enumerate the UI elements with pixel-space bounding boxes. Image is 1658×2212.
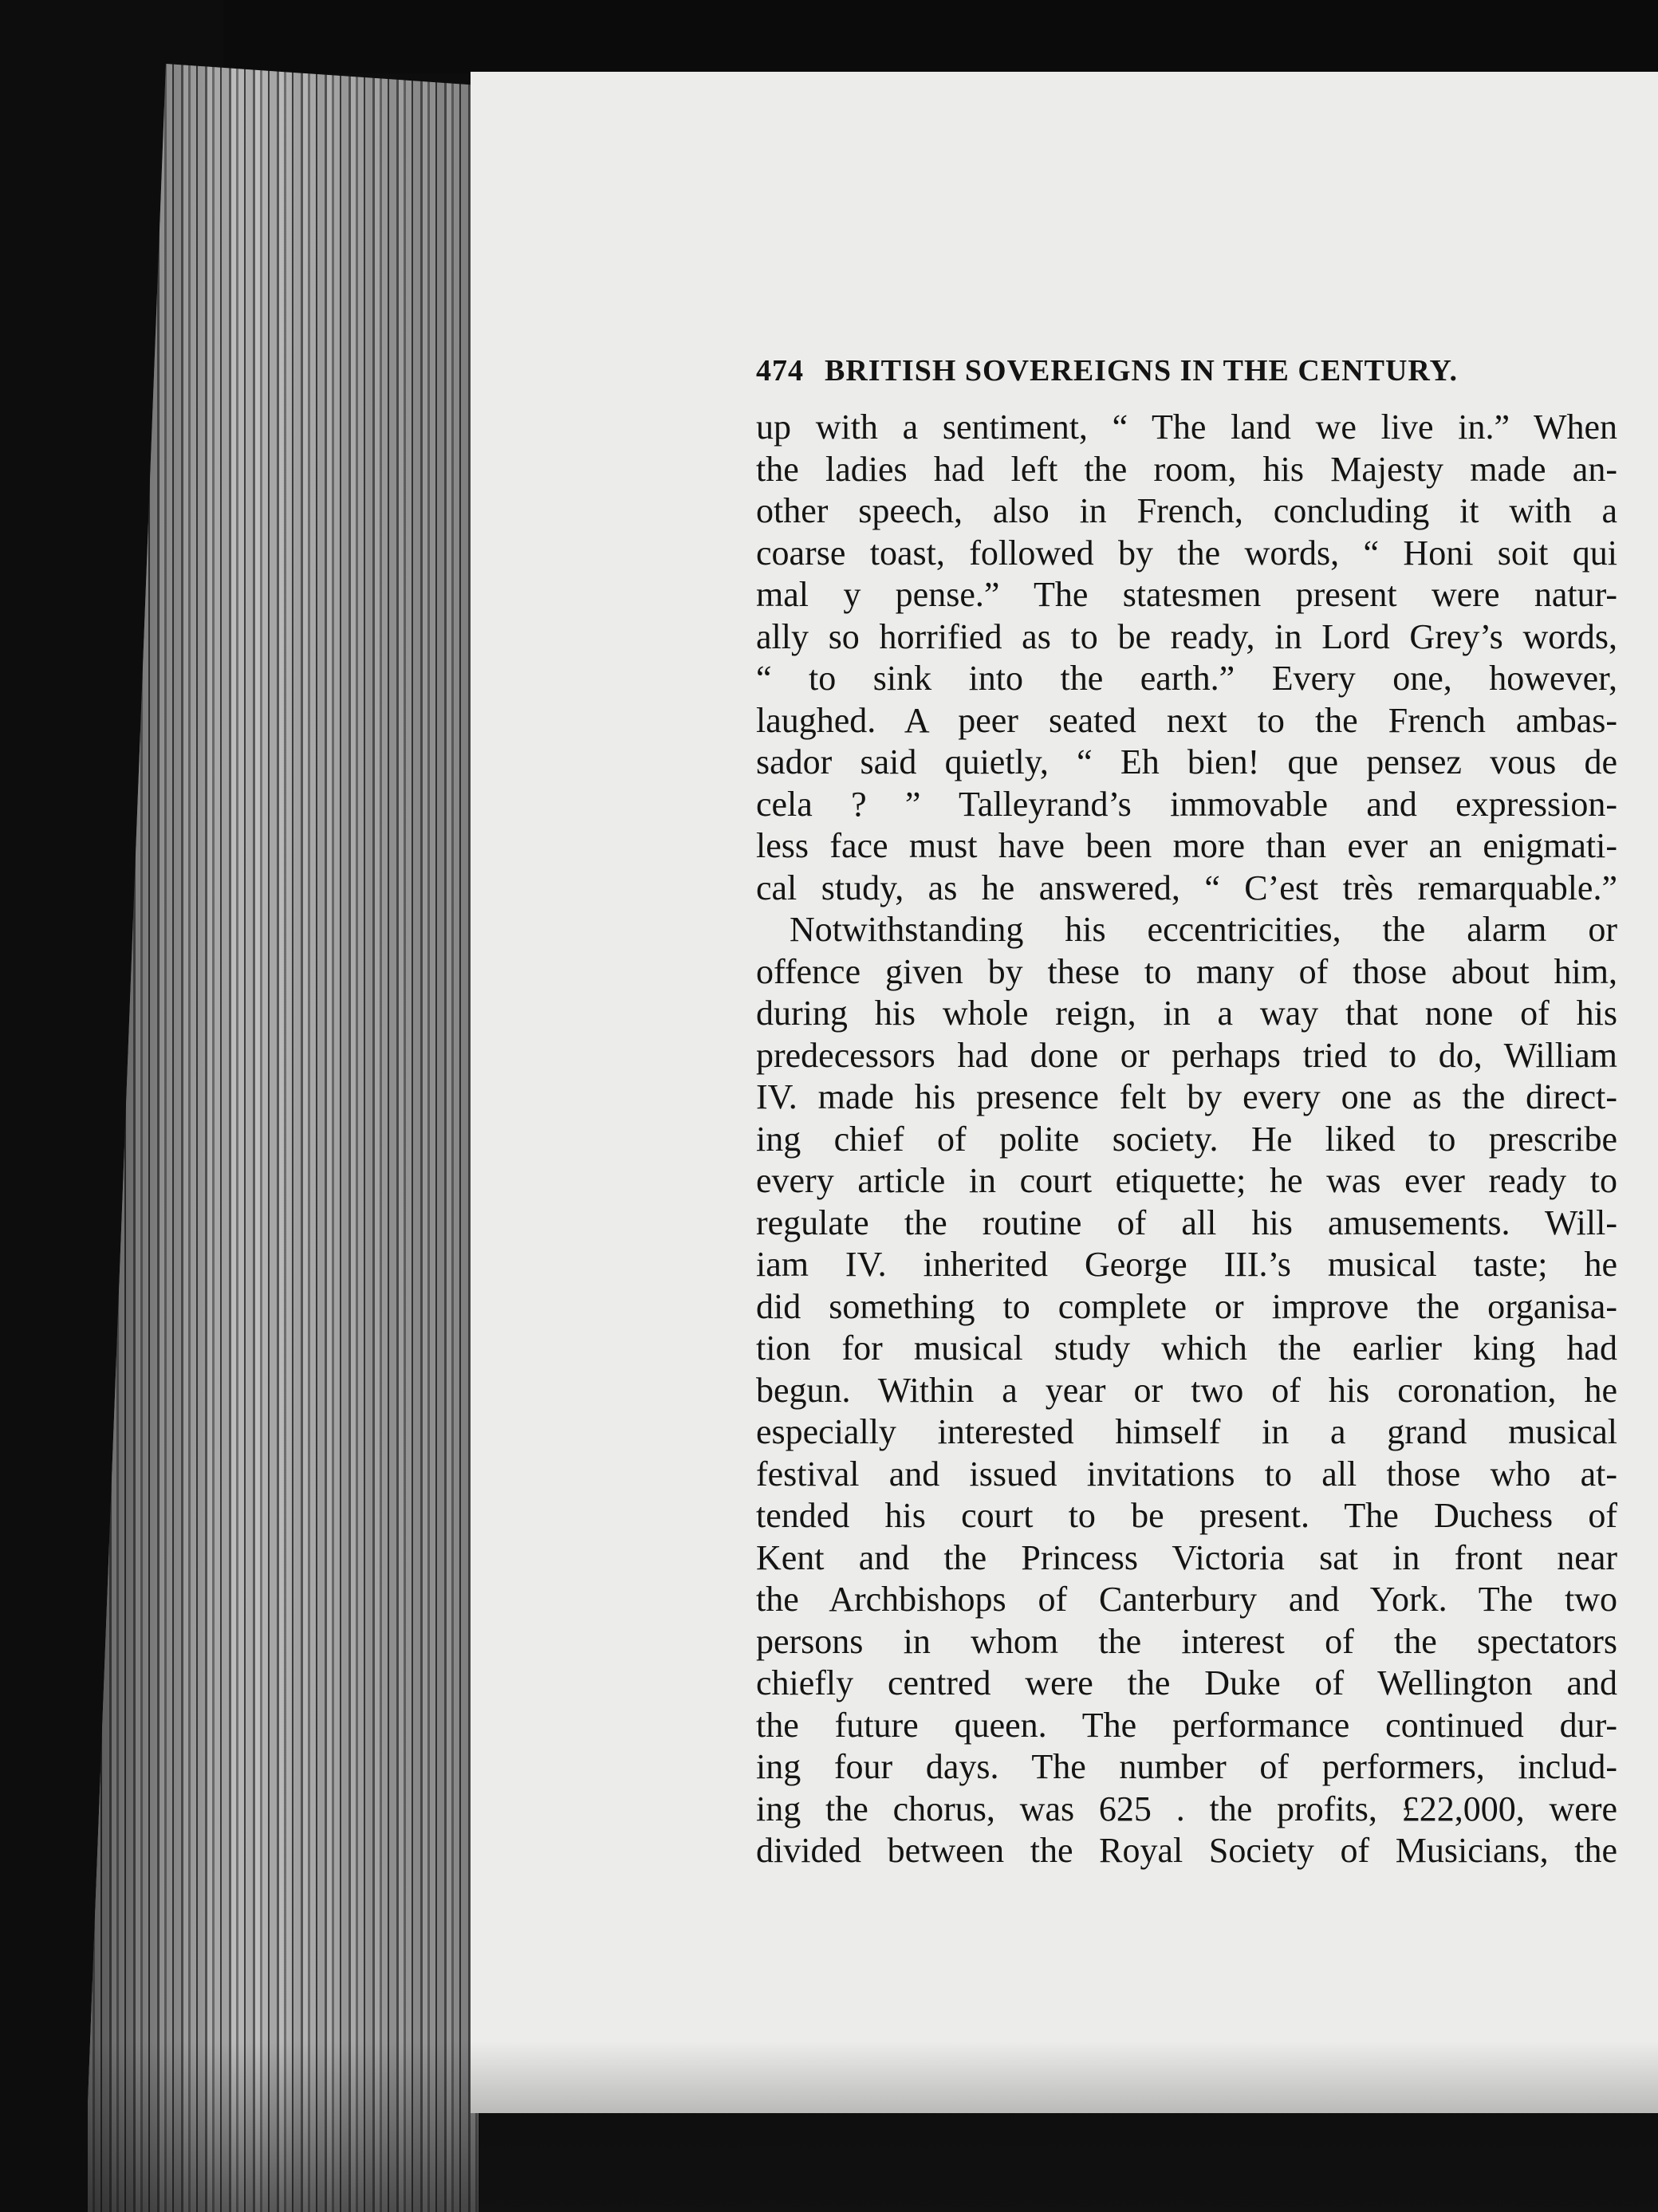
text-line: divided between the Royal Society of Musicians, the: [756, 1831, 1617, 1870]
text-line: iam IV. inherited George III.’s musical taste; he: [756, 1245, 1617, 1284]
text-line: the ladies had left the room, his Majesty made an-: [756, 449, 1617, 489]
text-line: every article in court etiquette; he was ever ready to: [756, 1161, 1617, 1200]
page-text: [756, 351, 1617, 1872]
text-line: laughed. A peer seated next to the French ambas-: [756, 700, 1617, 740]
text-line: regulate the routine of all his amusements. Will-: [756, 1202, 1617, 1242]
text-line: offence given by these to many of those about him,: [756, 951, 1617, 991]
running-head-title: BRITISH SOVEREIGNS IN THE CENTURY.: [825, 354, 1458, 388]
text-line: ing the chorus, was 625 . the profits, £22,000, were: [756, 1789, 1617, 1828]
text-line: during his whole reign, in a way that none of his: [756, 994, 1617, 1033]
text-line: sador said quietly, “ Eh bien! que pensez vous de: [756, 742, 1617, 781]
text-line: cela ? ” Talleyrand’s immovable and expression-: [756, 784, 1617, 824]
text-line: mal y pense.” The statesmen present were natur-: [756, 575, 1617, 614]
text-line: other speech, also in French, concluding it with a: [756, 491, 1617, 530]
text-line: ing four days. The number of performers, includ-: [756, 1747, 1617, 1786]
text-line: persons in whom the interest of the spectators: [756, 1621, 1617, 1661]
running-head: [756, 351, 1617, 391]
text-line: begun. Within a year or two of his coronation, he: [756, 1370, 1617, 1410]
text-line: ing chief of polite society. He liked to prescribe: [756, 1119, 1617, 1159]
text-line: predecessors had done or perhaps tried to do, William: [756, 1035, 1617, 1075]
text-line: less face must have been more than ever an enigmati-: [756, 826, 1617, 865]
text-line: IV. made his presence felt by every one as the direct-: [756, 1077, 1617, 1116]
bottom-shadow: [88, 2041, 1658, 2212]
text-line: tion for musical study which the earlier king had: [756, 1328, 1617, 1368]
text-line: up with a sentiment, “ The land we live in.” When: [756, 407, 1617, 447]
text-line: ally so horrified as to be ready, in Lord Grey’s words,: [756, 616, 1617, 656]
text-line: “ to sink into the earth.” Every one, however,: [756, 659, 1617, 698]
text-line: Notwithstanding his eccentricities, the alarm or: [790, 910, 1617, 949]
text-line: festival and issued invitations to all those who at-: [756, 1454, 1617, 1494]
text-line: coarse toast, followed by the words, “ Honi soit qui: [756, 533, 1617, 573]
body-text: [756, 407, 1617, 1872]
text-line: the future queen. The performance continued dur-: [756, 1705, 1617, 1745]
text-line: tended his court to be present. The Duchess of: [756, 1496, 1617, 1535]
top-shadow: [223, 0, 1658, 73]
text-line: the Archbishops of Canterbury and York. The two: [756, 1580, 1617, 1619]
text-line: chiefly centred were the Duke of Wellington and: [756, 1663, 1617, 1702]
text-line: cal study, as he answered, “ C’est très remarquable.”: [756, 868, 1617, 907]
page-number: 474: [756, 354, 804, 388]
text-line: Kent and the Princess Victoria sat in front near: [756, 1537, 1617, 1577]
text-line: especially interested himself in a grand musical: [756, 1412, 1617, 1451]
text-line: did something to complete or improve the organisa-: [756, 1286, 1617, 1326]
